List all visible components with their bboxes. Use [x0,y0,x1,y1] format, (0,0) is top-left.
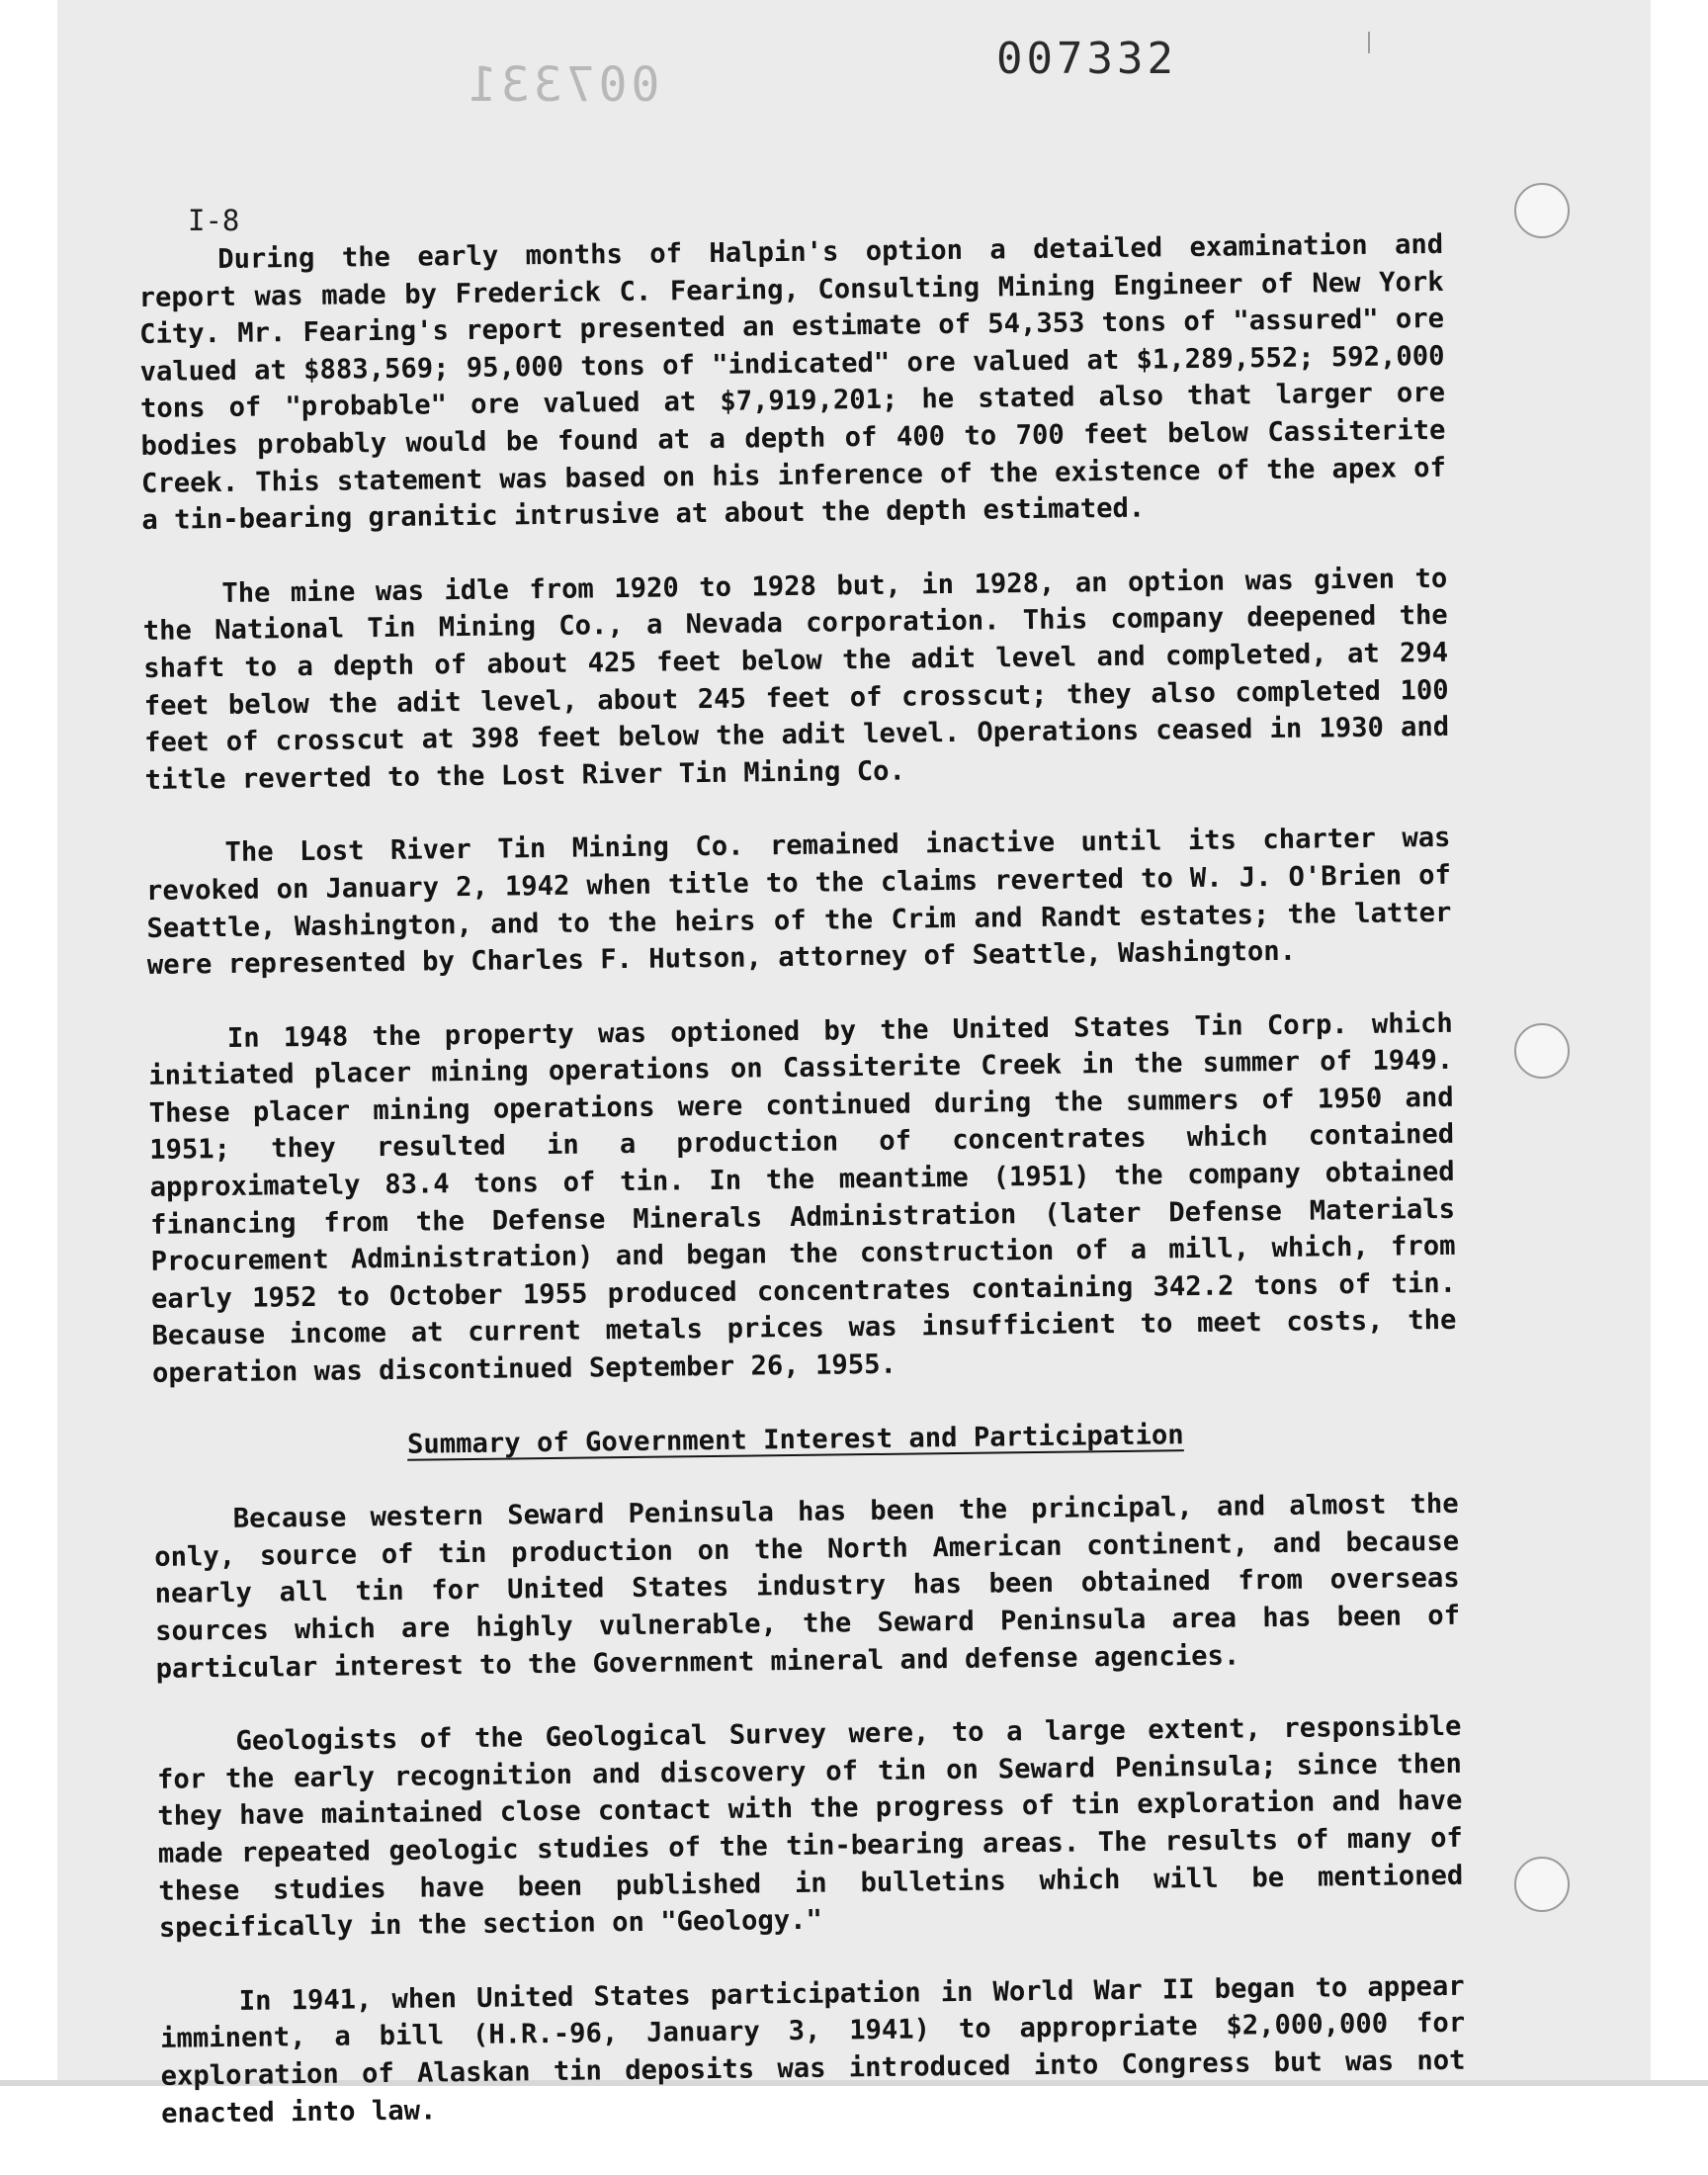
punch-hole [1514,1023,1570,1079]
paragraph-text: The mine was idle from 1920 to 1928 but, in 1928, an option was given to the National Tin Mining Co., a Nevada corporation. This company deepened the shaft to a depth of about 425 feet below the adit level and completed, at 294 feet below the adit level, about 245 feet of crosscut; they also completed 100 feet of crosscut at 398 feet below the adit level. Operations ceased in 1930 and title reverted to the Lost River Tin Mining Co. [142,563,1450,796]
paragraph [138,226,1447,540]
paragraph [156,1708,1464,1948]
page-label: I-8 [188,204,240,237]
paragraph [160,1967,1467,2132]
punch-hole [1514,183,1570,238]
paragraph-text: The Lost River Tin Mining Co. remained inactive until its charter was revoked on January 2, 1942 when title to the claims reverted to W. J. O'Brien of Seattle, Washington, and to the heirs of the Crim and Randt estates; the latter were represented by Charles F. Hutson, attorney of Seattle, Washington. [145,823,1452,982]
document-body [138,226,1467,2169]
scan-mark [1368,32,1370,53]
paragraph-text: In 1948 the property was optioned by the United States Tin Corp. which initiated placer mining operations on Cassiterite Creek in the summer of 1949. These placer mining operations were continued during the summers of 1950 and 1951; they resulted in a production of concentrates which contained approximately 83.4 tons of tin. In the meantime (1951) the company obtained financing from the Defense Minerals Administration (later Defense Materials Procurement Administration) and began the construction of a mill, which, from early 1952 to October 1955 produced concentrates containing 342.2 tons of tin. Because income at current metals prices was insufficient to meet costs, the operation was discontinued September 26, 1955. [148,1007,1457,1389]
paragraph-text: During the early months of Halpin's option a detailed examination and report was made by Frederick C. Fearing, Consulting Mining Engineer of New York City. Mr. Fearing's report presented an estimate of 54,353 tons of "assured" ore valued at $883,569; 95,000 tons of "indicated" ore valued at $1,289,552; 592,000 tons of "probable" ore valued at $7,919,201; he stated also that larger ore bodies probably would be found at a depth of 400 to 700 feet below Cassiterite Creek. This statement was based on his inference of the existence of the apex of a tin-bearing granitic intrusive at about the depth estimated. [138,228,1447,537]
paragraph-text: Geologists of the Geological Survey were, to a large extent, responsible for the early recognition and discovery of tin on Seward Peninsula; since then they have maintained close contact with the progress of tin exploration and have made repeated geologic studies of the tin-bearing areas. The results of many of these studies have been published in bulletins which will be mentioned specifically in the section on "Geology." [156,1710,1464,1945]
paragraph-text: In 1941, when United States participation in World War II began to appear imminent, a bill (H.R.-96, January 3, 1941) to appropriate $2,000,000 for exploration of Alaskan tin deposits was introduced into Congress but was not enacted into law. [160,1970,1466,2130]
paragraph [142,561,1450,800]
punch-hole [1514,1857,1570,1912]
paragraph [154,1486,1461,1688]
paragraph [145,820,1452,984]
paragraph-text: Because western Seward Peninsula has been the principal, and almost the only, source of tin production on the North American continent, and because nearly all tin for United States industry has been obtained from overseas sources which are highly vulnerable, the Seward Peninsula area has been of particular interest to the Government mineral and defense agencies. [154,1488,1461,1685]
document-number: 007332 [996,34,1177,84]
section-heading: Summary of Government Interest and Participation [406,1419,1184,1460]
bleedthrough-number: 007331 [465,57,660,113]
paragraph [148,1005,1457,1393]
